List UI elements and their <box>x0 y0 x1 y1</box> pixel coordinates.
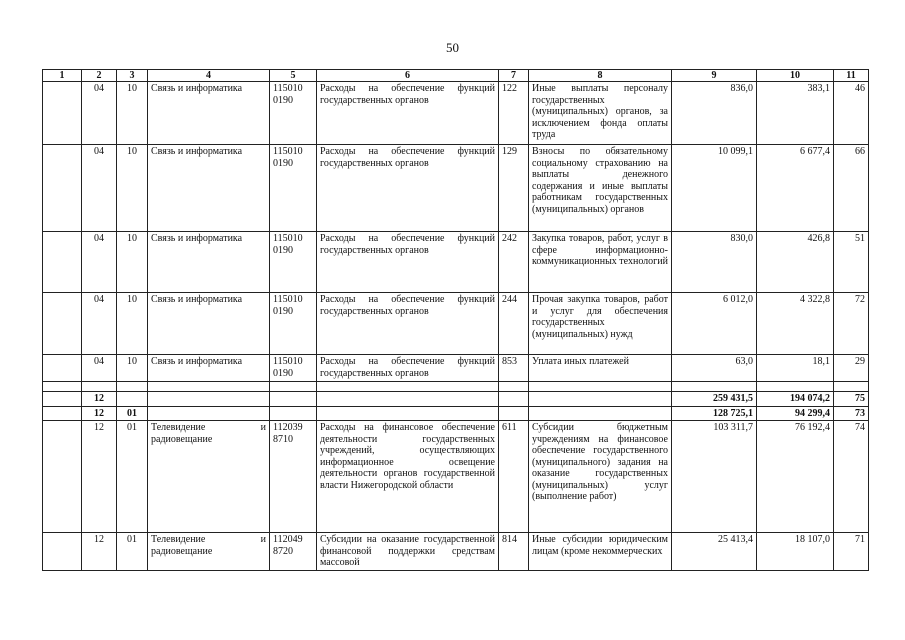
cell-expense-type-name: Прочая закупка товаров, работ и услуг для обеспечения государственных (муниципальных) нужд <box>529 293 672 355</box>
cell-section: 04 <box>82 82 117 145</box>
cell-plan: 10 099,1 <box>672 145 757 232</box>
table-row <box>43 232 869 293</box>
cell-expense-type: 814 <box>499 533 529 571</box>
cell-target-article: 115010 0190 <box>270 355 317 382</box>
cell-subsection: 10 <box>117 355 148 382</box>
cell-target-article-name: Расходы на обеспечение функций государственных органов <box>317 145 499 232</box>
column-header: 4 <box>148 70 270 82</box>
cell-target-article: 115010 0190 <box>270 145 317 232</box>
cell-target-article-name <box>317 406 499 421</box>
cell-section: 12 <box>82 392 117 407</box>
column-header: 7 <box>499 70 529 82</box>
column-header: 3 <box>117 70 148 82</box>
cell-expense-type: 611 <box>499 421 529 533</box>
cell-subsection <box>117 392 148 407</box>
table-row <box>43 293 869 355</box>
cell-actual: 18 107,0 <box>757 533 834 571</box>
cell-section: 04 <box>82 355 117 382</box>
cell-expense-type-name <box>529 392 672 407</box>
cell-expense-type: 853 <box>499 355 529 382</box>
budget-table <box>42 69 869 571</box>
cell-target-article: 115010 0190 <box>270 293 317 355</box>
cell-target-article-name: Расходы на обеспечение функций государственных органов <box>317 82 499 145</box>
cell-actual: 6 677,4 <box>757 145 834 232</box>
cell-section: 04 <box>82 145 117 232</box>
cell-actual: 383,1 <box>757 82 834 145</box>
cell-col1 <box>43 421 82 533</box>
cell-expense-type-name <box>529 406 672 421</box>
cell-percent: 46 <box>834 82 869 145</box>
column-header: 11 <box>834 70 869 82</box>
table-row <box>43 533 869 571</box>
cell-percent: 29 <box>834 355 869 382</box>
column-header: 10 <box>757 70 834 82</box>
table-row <box>43 82 869 145</box>
cell-subsection-name: Связь и информатика <box>148 355 270 382</box>
spacer-row <box>43 382 869 392</box>
cell-subsection-name <box>148 406 270 421</box>
cell-subsection: 10 <box>117 293 148 355</box>
cell-subsection: 10 <box>117 232 148 293</box>
cell-expense-type: 244 <box>499 293 529 355</box>
cell-expense-type-name: Иные выплаты персоналу государственных (муниципальных) органов, за исключением фонда оплаты труда <box>529 82 672 145</box>
cell-percent: 71 <box>834 533 869 571</box>
cell-plan: 6 012,0 <box>672 293 757 355</box>
cell-subsection: 01 <box>117 421 148 533</box>
cell-percent: 51 <box>834 232 869 293</box>
cell-subsection: 10 <box>117 82 148 145</box>
cell-col1 <box>43 355 82 382</box>
cell-expense-type <box>499 392 529 407</box>
cell-col1 <box>43 232 82 293</box>
cell-target-article-name: Расходы на обеспечение функций государственных органов <box>317 232 499 293</box>
cell-section: 12 <box>82 406 117 421</box>
cell-plan: 63,0 <box>672 355 757 382</box>
column-header: 1 <box>43 70 82 82</box>
subsection-total-row <box>43 406 869 421</box>
cell-plan: 830,0 <box>672 232 757 293</box>
cell-col1 <box>43 293 82 355</box>
cell-percent: 73 <box>834 406 869 421</box>
cell-expense-type-name: Иные субсидии юридическим лицам (кроме некоммерческих <box>529 533 672 571</box>
cell-plan: 836,0 <box>672 82 757 145</box>
cell-subsection-name <box>148 392 270 407</box>
cell-percent: 66 <box>834 145 869 232</box>
cell-target-article-name <box>317 392 499 407</box>
cell-section: 04 <box>82 293 117 355</box>
cell-target-article-name: Расходы на финансовое обеспечение деятельности государственных учреждений, осуществляющих информационное освещение деятельности органов государственной власти Нижегородской области <box>317 421 499 533</box>
header-row <box>43 70 869 82</box>
cell-col1 <box>43 406 82 421</box>
cell-target-article: 115010 0190 <box>270 82 317 145</box>
cell-target-article <box>270 392 317 407</box>
cell-actual: 194 074,2 <box>757 392 834 407</box>
cell-subsection-name: Связь и информатика <box>148 293 270 355</box>
cell-percent: 75 <box>834 392 869 407</box>
cell-subsection-name: Связь и информатика <box>148 232 270 293</box>
cell-actual: 4 322,8 <box>757 293 834 355</box>
page-number: 50 <box>446 40 459 55</box>
cell-target-article: 112049 8720 <box>270 533 317 571</box>
cell-subsection-name: Связь и информатика <box>148 82 270 145</box>
cell-target-article-name: Субсидии на оказание государственной финансовой поддержки средствам массовой <box>317 533 499 571</box>
cell-percent: 74 <box>834 421 869 533</box>
cell-actual: 426,8 <box>757 232 834 293</box>
cell-expense-type: 122 <box>499 82 529 145</box>
cell-percent: 72 <box>834 293 869 355</box>
column-header: 9 <box>672 70 757 82</box>
cell-expense-type: 129 <box>499 145 529 232</box>
cell-section: 12 <box>82 533 117 571</box>
column-header: 2 <box>82 70 117 82</box>
column-header: 8 <box>529 70 672 82</box>
table-row <box>43 421 869 533</box>
section-total-row <box>43 392 869 407</box>
cell-subsection-name: Телевидение и радиовещание <box>148 421 270 533</box>
cell-actual: 18,1 <box>757 355 834 382</box>
cell-expense-type-name: Взносы по обязательному социальному страхованию на выплаты денежного содержания и иные выплаты работникам государственных (муниципальных) органов <box>529 145 672 232</box>
cell-expense-type-name: Субсидии бюджетным учреждениям на финансовое обеспечение государственного (муниципального) задания на оказание государственных (муниципальных) услуг (выполнение работ) <box>529 421 672 533</box>
cell-subsection: 01 <box>117 406 148 421</box>
cell-plan: 103 311,7 <box>672 421 757 533</box>
column-header: 5 <box>270 70 317 82</box>
cell-col1 <box>43 82 82 145</box>
cell-col1 <box>43 533 82 571</box>
cell-target-article: 112039 8710 <box>270 421 317 533</box>
cell-target-article <box>270 406 317 421</box>
column-header: 6 <box>317 70 499 82</box>
cell-plan: 25 413,4 <box>672 533 757 571</box>
cell-actual: 94 299,4 <box>757 406 834 421</box>
cell-expense-type: 242 <box>499 232 529 293</box>
cell-subsection-name: Связь и информатика <box>148 145 270 232</box>
cell-target-article: 115010 0190 <box>270 232 317 293</box>
cell-subsection-name: Телевидение и радиовещание <box>148 533 270 571</box>
table-row <box>43 145 869 232</box>
cell-plan: 259 431,5 <box>672 392 757 407</box>
cell-plan: 128 725,1 <box>672 406 757 421</box>
cell-section: 12 <box>82 421 117 533</box>
table-row <box>43 355 869 382</box>
cell-target-article-name: Расходы на обеспечение функций государственных органов <box>317 293 499 355</box>
cell-section: 04 <box>82 232 117 293</box>
cell-col1 <box>43 145 82 232</box>
cell-target-article-name: Расходы на обеспечение функций государственных органов <box>317 355 499 382</box>
cell-expense-type-name: Закупка товаров, работ, услуг в сфере информационно-коммуникационных технологий <box>529 232 672 293</box>
cell-col1 <box>43 392 82 407</box>
cell-expense-type <box>499 406 529 421</box>
cell-actual: 76 192,4 <box>757 421 834 533</box>
cell-subsection: 10 <box>117 145 148 232</box>
cell-expense-type-name: Уплата иных платежей <box>529 355 672 382</box>
cell-subsection: 01 <box>117 533 148 571</box>
